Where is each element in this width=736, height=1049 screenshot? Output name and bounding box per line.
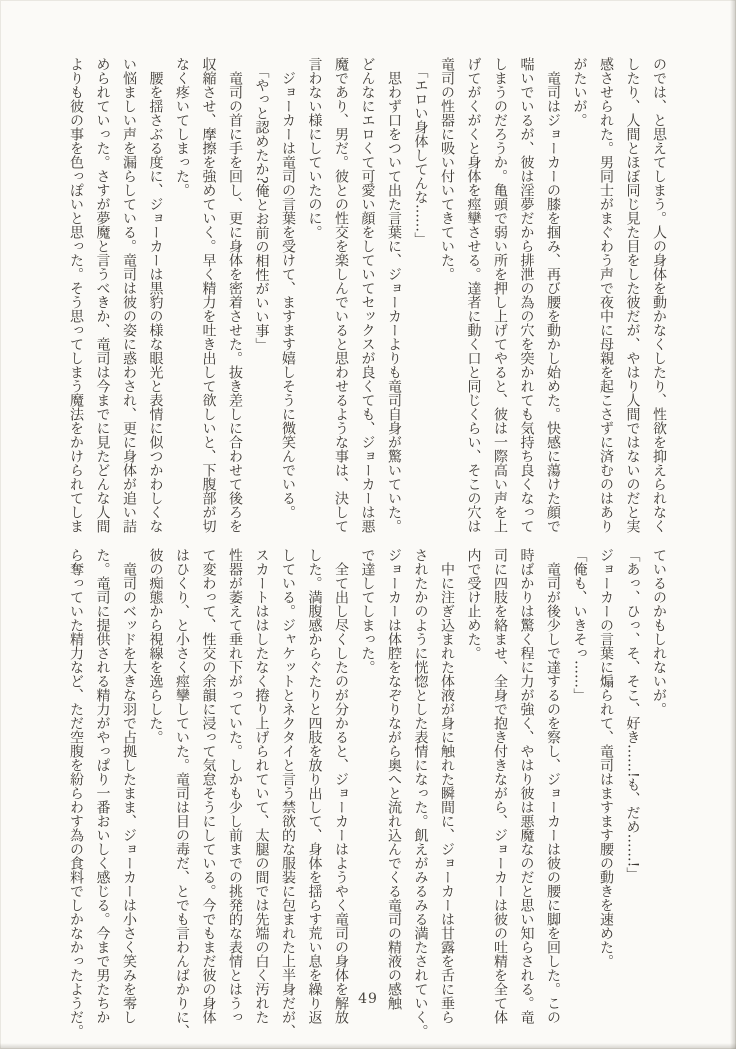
text-line: で達してしまった。: [359, 548, 376, 674]
text-line: 竜司の性器に吸い付いてきていた。: [439, 57, 455, 281]
text-line: 感させられた。男同士がまぐわう声で夜中に母親を起こさずに済むのはあり: [598, 57, 614, 533]
page-number: 49: [358, 991, 378, 1007]
text-line: 時ばかりは驚く程に力が強く、やはり彼は悪魔なのだと思い知らされる。竜: [518, 548, 535, 1024]
text-line: 「エロい身体してんな……」: [412, 57, 429, 246]
text-line: スカートははしたなく捲り上げられていて、太腿の間では先端の白く汚れた: [253, 548, 270, 1024]
text-line: したり、人間とほぼ同じ見た目をした彼だが、やはり人間ではないのだと実: [624, 57, 641, 533]
text-line: 竜司が後少しで達するのを察し、ジョーカーは彼の腰に脚を回した。この: [545, 548, 561, 1024]
text-line: 収縮させ、摩擦を強めていく。早く精力を吐き出して欲しいと、下腹部が切: [200, 57, 217, 533]
text-line: なく疼いてしまった。: [174, 57, 190, 197]
text-line: している。ジャケットとネクタイと言う禁欲的な服装に包まれた上半身だが、: [280, 548, 296, 1038]
text-line: 喘いでいるが、彼は淫夢だから排泄の為の穴を突かれても気持ち良くなって: [518, 57, 535, 533]
text-line: 内で受け止めた。: [465, 548, 482, 660]
text-block-bottom: [63, 548, 673, 1038]
text-line: 中に注ぎ込まれた体液が身に触れた瞬間に、ジョーカーは甘露を舌に垂ら: [439, 548, 455, 1024]
text-line: 彼の痴態から視線を逸らした。: [147, 548, 164, 744]
text-line: 全て出し尽くしたのが分かると、ジョーカーはようやく竜司の身体を解放: [333, 548, 349, 1024]
text-block-top: [63, 57, 673, 535]
text-line: 言わない様にしていたのに。: [306, 57, 323, 239]
text-line: た。竜司に提供される精力がやっぱり一番おいしく感じる。今まで男たちか: [94, 548, 111, 1024]
text-line: のでは、と思えてしまう。人の身体を動かなくしたり、性欲を抑えられなく: [651, 57, 667, 533]
text-line: められていった。さすが夢魔と言うべきか、竜司は今までに見たどんな人間: [94, 57, 111, 533]
text-line: 性器が萎えて垂れ下がっていた。しかも少し前までの挑発的な表情とはうっ: [227, 548, 243, 1024]
scan-edge-bottom: [0, 1043, 736, 1049]
text-line: 腰を揺さぶる度に、ジョーカーは黒豹の様な眼光と表情に似つかわしくな: [147, 57, 164, 533]
text-line: どんなにエロくて可愛い顔をしていてセックスが良くても、ジョーカーは悪: [359, 57, 376, 533]
text-line: ら奪っていた精力など、ただ空腹を紛らわす為の食料でしかなかったようだ。: [68, 548, 84, 1038]
text-line: ジョーカーは体腔をなぞりながら奥へと流れ込んでくる竜司の精液の感触: [386, 548, 402, 1010]
scan-edge-right: [730, 0, 736, 1049]
text-line: 「俺も、いきそっ……」: [571, 548, 588, 702]
text-line: ジョーカーは竜司の言葉を受けて、ますます嬉しそうに微笑んでいる。: [280, 57, 296, 519]
text-line: しまうのだろうか。亀頭で弱い所を押し上げてやると、彼は一際高い声を上: [492, 57, 508, 533]
text-line: 魔であり、男だ。彼との性交を楽しんでいると思わせるような事は、決して: [333, 57, 349, 533]
text-line: 司に四肢を絡ませ、全身で抱き付きながら、ジョーカーは彼の吐精を全て体: [492, 548, 508, 1024]
text-line: した。満腹感からぐたりと四肢を放り出して、身体を揺らす荒い息を繰り返: [306, 548, 323, 1024]
text-line: はひくり、と小さく痙攣していた。竜司は目の毒だ、とでも言わんばかりに、: [174, 548, 190, 1038]
text-line: 思わず口をついて出た言葉に、ジョーカーよりも竜司自身が驚いていた。: [386, 57, 402, 533]
text-line: 竜司のベッドを大きな羽で占拠したまま、ジョーカーは小さく笑みを零し: [121, 548, 137, 1024]
text-line: されたかのように恍惚とした表情になった。飢えがみるみる満たされていく。: [412, 548, 429, 1038]
text-line: 「あっ、ひっ、そ、そこ、好き……!も、だめ……!」: [624, 548, 641, 882]
text-line: ジョーカーの言葉に煽られて、竜司はますます腰の動きを速めた。: [598, 548, 614, 968]
text-line: い悩ましい声を漏らしている。竜司は彼の姿に惑わされ、更に身体が追い詰: [121, 57, 137, 533]
text-line: がたいが。: [571, 57, 588, 127]
text-line: ているのかもしれないが。: [651, 548, 667, 716]
text-line: 竜司の首に手を回し、更に身体を密着させた。抜き差しに合わせて後ろを: [227, 57, 243, 533]
text-line: げてがくがくと身体を痙攣させる。達者に動く口と同じくらい、そこの穴は: [465, 57, 482, 533]
text-line: 「やっと認めたか?俺とお前の相性がいい事」: [253, 57, 270, 352]
text-line: 竜司はジョーカーの膝を掴み、再び腰を動かし始めた。快感に蕩けた顔で: [545, 57, 561, 533]
text-line: よりも彼の事を色っぽいと思った。そう思ってしまう魔法をかけられてしま: [68, 57, 84, 533]
text-line: て変わって、性交の余韻に浸って気怠そうにしている。今でもまだ彼の身体: [200, 548, 217, 1024]
